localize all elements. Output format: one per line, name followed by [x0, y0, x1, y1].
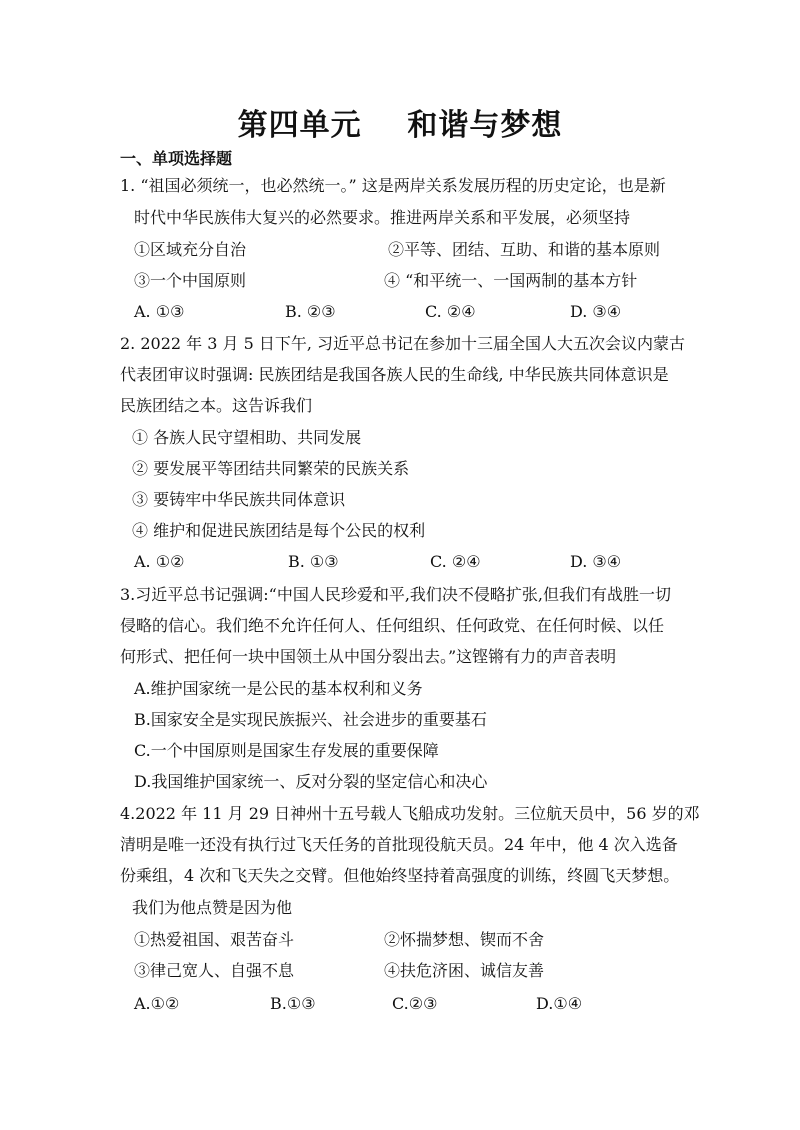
question-3-choice-a: A.维护国家统一是公民的基本权利和义务: [134, 679, 423, 698]
question-1-choice-d: D. ③④: [570, 302, 622, 321]
question-1-item-1: ①区域充分自治: [134, 240, 247, 259]
question-3-choice-b: B.国家安全是实现民族振兴、社会进步的重要基石: [134, 710, 487, 729]
question-2-choice-b: B. ①③: [288, 552, 339, 571]
question-2-choice-c: C. ②④: [430, 552, 481, 571]
question-3-choice-d: D.我国维护国家统一、反对分裂的坚定信心和决心: [134, 772, 488, 791]
question-1-item-4: ④ “和平统一、一国两制的基本方针: [384, 271, 638, 290]
question-4-choice-b: B.①③: [270, 994, 316, 1013]
question-2-item-2: ② 要发展平等团结共同繁荣的民族关系: [132, 459, 410, 478]
question-4-line-4: 我们为他点赞是因为他: [132, 898, 293, 917]
question-4-item-4: ④扶危济困、诚信友善: [384, 961, 545, 980]
question-4-line-3: 份乘组，4 次和飞天失之交臂。但他始终坚持着高强度的训练，终圆飞天梦想。: [120, 866, 680, 885]
question-4-choice-a: A.①②: [134, 994, 180, 1013]
question-4-item-3: ③律己宽人、自强不息: [134, 961, 295, 980]
question-4-item-1: ①热爱祖国、艰苦奋斗: [134, 930, 295, 949]
question-1-line-1: 1. “祖国必须统一，也必然统一。” 这是两岸关系发展历程的历史定论，也是新: [120, 176, 666, 195]
question-1-choice-a: A. ①③: [134, 302, 185, 321]
question-4-choice-d: D.①④: [536, 994, 583, 1013]
question-3-line-2: 侵略的信心。我们绝不允许任何人、任何组织、任何政党、在任何时候、以任: [120, 616, 665, 635]
question-2-choice-a: A. ①②: [134, 552, 185, 571]
unit-title: 第四单元 和谐与梦想: [237, 108, 563, 143]
question-4-line-1: 4.2022 年 11 月 29 日神州十五号载人飞船成功发射。三位航天员中，56 岁的邓: [120, 804, 700, 823]
question-1-choice-b: B. ②③: [285, 302, 336, 321]
question-2-line-2: 代表团审议时强调: 民族团结是我国各族人民的生命线, 中华民族共同体意识是: [120, 365, 669, 384]
question-2-item-1: ① 各族人民守望相助、共同发展: [132, 428, 362, 447]
question-1-item-2: ②平等、团结、互助、和谐的基本原则: [388, 240, 661, 259]
question-1-item-3: ③一个中国原则: [134, 271, 247, 290]
question-4-item-2: ②怀揣梦想、锲而不舍: [384, 930, 545, 949]
question-1-line-2: 时代中华民族伟大复兴的必然要求。推进两岸关系和平发展，必须坚持: [134, 208, 631, 227]
question-2-item-4: ④ 维护和促进民族团结是每个公民的权利: [132, 521, 426, 540]
section-heading: 一、单项选择题: [120, 149, 233, 168]
question-4-line-2: 清明是唯一还没有执行过飞天任务的首批现役航天员。24 年中，他 4 次入选备: [120, 835, 678, 854]
question-2-choice-d: D. ③④: [570, 552, 622, 571]
question-4-choice-c: C.②③: [392, 994, 438, 1013]
question-3-line-1: 3.习近平总书记强调:“中国人民珍爱和平,我们决不侵略扩张,但我们有战胜一切: [120, 585, 672, 604]
question-3-line-3: 何形式、把任何一块中国领土从中国分裂出去。”这铿锵有力的声音表明: [120, 647, 617, 666]
question-2-item-3: ③ 要铸牢中华民族共同体意识: [132, 490, 346, 509]
question-3-choice-c: C.一个中国原则是国家生存发展的重要保障: [134, 741, 439, 760]
question-2-line-1: 2. 2022 年 3 月 5 日下午, 习近平总书记在参加十三届全国人大五次会议内蒙古: [120, 334, 686, 353]
question-2-line-3: 民族团结之本。这告诉我们: [120, 396, 313, 415]
question-1-choice-c: C. ②④: [425, 302, 476, 321]
